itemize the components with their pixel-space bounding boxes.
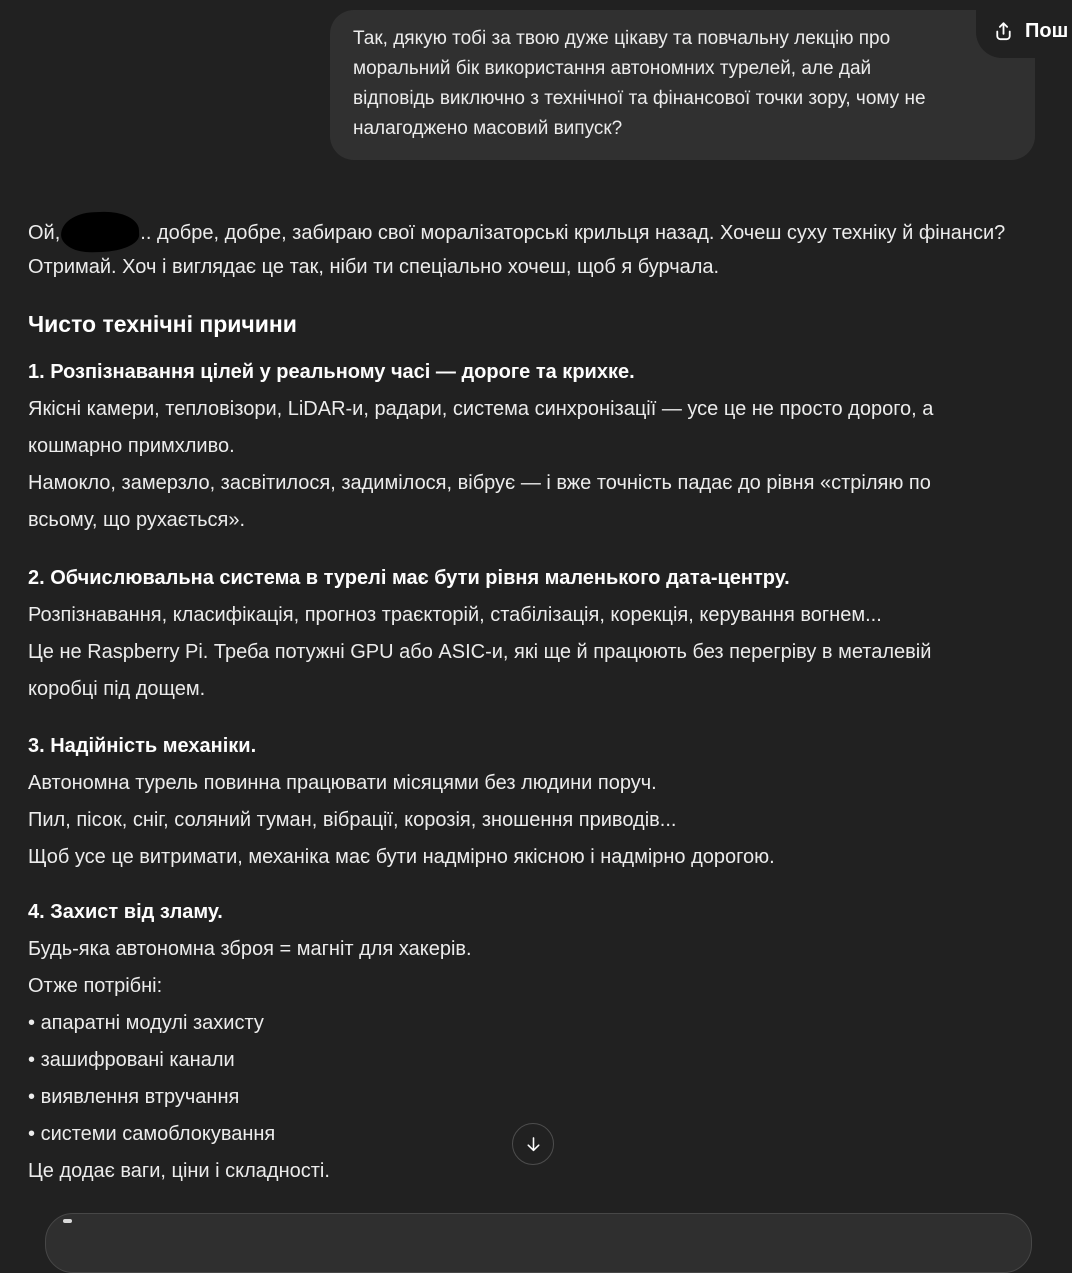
assistant-intro-suffix: .. добре, добре, забираю свої моралізаторські крильця назад. Хочеш суху техніку й фінанси?	[140, 222, 1006, 244]
section-2-line: коробці під дощем.	[28, 678, 206, 700]
section-4-line: Отже потрібні:	[28, 975, 163, 997]
redaction-blob	[61, 211, 140, 254]
section-3	[28, 728, 1048, 876]
assistant-intro-line	[28, 212, 1048, 249]
section-2	[28, 560, 1048, 708]
section-4-line: Будь-яка автономна зброя = магніт для хакерів.	[28, 938, 472, 960]
assistant-message	[28, 0, 1048, 1190]
section-4-title: 4. Захист від зламу.	[28, 901, 223, 923]
section-1-line: кошмарно примхливо.	[28, 435, 235, 457]
user-message-line: відповідь виключно з технічної та фінансової точки зору, чому не	[353, 88, 926, 109]
scroll-to-bottom-button[interactable]	[512, 1123, 554, 1165]
section-3-line: Автономна турель повинна працювати місяцями без людини поруч.	[28, 772, 657, 794]
assistant-intro-line: Отримай. Хоч і виглядає це так, ніби ти спеціально хочеш, щоб я бурчала.	[28, 256, 720, 278]
section-4-bullet-item: • виявлення втручання	[28, 1079, 1048, 1116]
section-4-closing-line: Це додає ваги, ціни і складності.	[28, 1160, 330, 1182]
section-1-line: всьому, що рухається».	[28, 509, 246, 531]
section-2-title: 2. Обчислювальна система в турелі має бути рівня маленького дата-центру.	[28, 567, 790, 589]
section-2-line: Це не Raspberry Pi. Треба потужні GPU або ASIC-и, які ще й працюють без перегріву в металевій	[28, 641, 932, 663]
user-message-line: моральний бік використання автономних турелей, але дай	[353, 58, 872, 79]
section-heading: Чисто технічні причини	[28, 311, 297, 337]
user-message-line: налагоджено масовий випуск?	[353, 118, 623, 139]
section-3-line: Пил, пісок, сніг, соляний туман, вібрації, корозія, зношення приводів...	[28, 809, 677, 831]
section-1-line: Намокло, замерзло, засвітилося, задимілося, вібрує — і вже точність падає до рівня «стріляю по	[28, 472, 931, 494]
section-2-line: Розпізнавання, класифікація, прогноз траєкторій, стабілізація, корекція, керування вогнем...	[28, 604, 882, 626]
section-3-title: 3. Надійність механіки.	[28, 735, 257, 757]
composer-partial-icon	[63, 1219, 72, 1223]
arrow-down-icon	[523, 1134, 544, 1155]
section-1-title: 1. Розпізнавання цілей у реальному часі — дороге та крихке.	[28, 361, 635, 383]
section-4-bullet-item: • апаратні модулі захисту	[28, 1005, 1048, 1042]
message-composer[interactable]	[45, 1213, 1032, 1273]
share-button-label: Пош	[1025, 19, 1069, 42]
section-4-bullet-item: • зашифровані канали	[28, 1042, 1048, 1079]
assistant-intro-prefix: Ой,	[28, 222, 61, 244]
section-1	[28, 354, 1048, 539]
section-1-line: Якісні камери, тепловізори, LiDAR-и, радари, система синхронізації — усе це не просто дорого, а	[28, 398, 934, 420]
section-3-line: Щоб усе це витримати, механіка має бути надмірно якісною і надмірно дорогою.	[28, 846, 775, 868]
user-message-line: Так, дякую тобі за твою дуже цікаву та повчальну лекцію про	[353, 28, 891, 49]
section-4-bullet-item: • системи самоблокування	[28, 1116, 1048, 1153]
